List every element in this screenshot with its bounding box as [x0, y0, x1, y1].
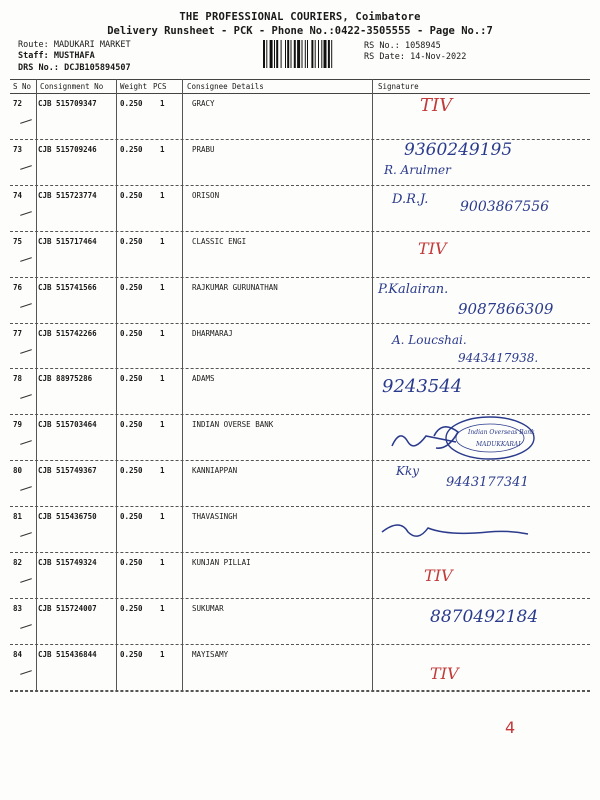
row-consignment-no: CJB 515749324	[38, 558, 97, 567]
row-separator	[10, 644, 590, 645]
pen-tick-mark	[20, 486, 32, 491]
row-separator	[10, 368, 590, 369]
col-divider	[372, 79, 373, 691]
col-header-sno: S No	[13, 82, 32, 91]
barcode-bar	[281, 40, 282, 68]
row-consignment-no: CJB 88975286	[38, 374, 93, 384]
drs-line	[18, 63, 131, 73]
row-sno: 81	[13, 512, 23, 522]
rs-date-line	[364, 52, 466, 62]
signature-text: TIV	[418, 238, 447, 258]
barcode-bar	[276, 40, 278, 68]
col-header-pcs: PCS	[153, 82, 167, 91]
row-pcs: 1	[160, 144, 165, 154]
row-sno: 72	[13, 99, 23, 108]
pen-tick-mark	[20, 119, 32, 124]
table-header-rule	[10, 93, 590, 94]
col-header-consignee: Consignee Details	[187, 82, 264, 91]
route-value: MADUKARI MARKET	[53, 40, 131, 50]
signature-text-secondary: 9443417938.	[458, 350, 539, 365]
staff-value: MUSTHAFA	[53, 51, 95, 61]
page-footer-mark: 4	[505, 718, 516, 737]
bank-stamp	[430, 414, 540, 468]
row-consignment-no: CJB 515436844	[38, 649, 97, 659]
row-consignee: DHARMARAJ	[192, 328, 233, 338]
row-sno: 80	[13, 466, 23, 476]
barcode-bar	[302, 40, 303, 68]
pen-tick-mark	[20, 395, 32, 400]
row-weight: 0.250	[120, 558, 143, 567]
route-label: Route:	[18, 40, 49, 50]
route-line	[18, 40, 131, 50]
row-separator	[10, 323, 590, 324]
row-sno: 78	[13, 374, 23, 384]
row-consignment-no: CJB 515709347	[38, 99, 97, 108]
signature-text: P.Kalairan.	[378, 281, 449, 297]
rs-date-value: 14-Nov-2022	[410, 52, 467, 62]
signature-text-secondary: 9087866309	[458, 299, 554, 318]
row-pcs: 1	[160, 420, 165, 430]
row-pcs: 1	[160, 282, 165, 292]
row-sno: 76	[13, 282, 23, 292]
col-header-weight: Weight	[120, 82, 148, 91]
row-consignment-no: CJB 515742266	[38, 328, 97, 338]
col-header-signature: Signature	[378, 82, 419, 91]
barcode-bar	[297, 40, 300, 68]
row-sno: 82	[13, 558, 23, 567]
row-sno: 74	[13, 190, 23, 200]
row-pcs: 1	[160, 328, 165, 338]
barcode-bar	[294, 40, 296, 68]
pen-tick-mark	[20, 349, 32, 354]
signature-text: 9243544	[382, 376, 463, 398]
row-sno: 75	[13, 236, 23, 246]
row-separator	[10, 277, 590, 278]
barcode-bar	[291, 40, 292, 68]
row-consignment-no: CJB 515724007	[38, 603, 97, 613]
barcode-image	[263, 40, 357, 68]
row-pcs: 1	[160, 466, 165, 476]
row-weight: 0.250	[120, 512, 143, 522]
row-weight: 0.250	[120, 99, 143, 108]
table-top-rule	[10, 79, 590, 80]
barcode-bar	[263, 40, 265, 68]
row-consignee: ADAMS	[192, 374, 215, 384]
row-consignee: PRABU	[192, 144, 215, 154]
pen-tick-mark	[20, 211, 32, 216]
row-sno: 73	[13, 144, 23, 154]
drs-label: DRS No.:	[18, 63, 59, 73]
row-consignee: ORISON	[192, 190, 220, 200]
barcode-bar	[285, 40, 286, 68]
barcode-bar	[274, 40, 275, 68]
row-separator	[10, 598, 590, 599]
row-sno: 84	[13, 649, 23, 659]
staff-line	[18, 51, 95, 61]
barcode-bar	[270, 40, 273, 68]
signature-text-secondary: 9003867556	[460, 198, 550, 215]
drs-value: DCJB105894507	[64, 63, 131, 73]
signature-text: Kky	[396, 464, 420, 479]
pen-tick-mark	[20, 165, 32, 170]
barcode-bar	[307, 40, 308, 68]
signature-text: 9360249195	[404, 139, 513, 160]
rs-no-line	[364, 41, 441, 51]
row-consignee: CLASSIC ENGI	[192, 236, 247, 246]
row-weight: 0.250	[120, 374, 143, 384]
pen-tick-mark	[20, 624, 32, 629]
row-pcs: 1	[160, 374, 165, 384]
col-header-consignment: Consignment No	[40, 82, 104, 91]
stamp-line2: MADUKKARAI	[476, 441, 521, 448]
row-weight: 0.250	[120, 190, 143, 200]
signature-text: 8870492184	[430, 606, 539, 627]
row-consignment-no: CJB 515749367	[38, 466, 97, 476]
company-title: THE PROFESSIONAL COURIERS, Coimbatore	[179, 11, 421, 23]
row-sno: 79	[13, 420, 23, 430]
rs-no-value: 1058945	[404, 41, 441, 51]
row-weight: 0.250	[120, 420, 143, 430]
table-bottom-rule	[10, 691, 590, 692]
row-consignment-no: CJB 515717464	[38, 236, 97, 246]
col-divider	[36, 79, 37, 691]
signature-text: D.R.J.	[392, 191, 429, 207]
rs-date-label: RS Date:	[364, 52, 405, 62]
row-consignee: THAVASINGH	[192, 512, 238, 522]
row-pcs: 1	[160, 190, 165, 200]
barcode-bar	[324, 40, 327, 68]
barcode-bar	[315, 40, 316, 68]
row-pcs: 1	[160, 512, 165, 522]
staff-label: Staff:	[18, 51, 49, 61]
runsheet-subtitle: Delivery Runsheet - PCK - Phone No.:0422-3505555 - Page No.:7	[107, 25, 493, 37]
col-divider	[182, 79, 183, 691]
pen-tick-mark	[20, 257, 32, 262]
barcode-bar	[321, 40, 322, 68]
pen-tick-mark	[20, 670, 32, 675]
row-weight: 0.250	[120, 236, 143, 246]
barcode-bar	[331, 40, 332, 68]
row-consignee: KUNJAN PILLAI	[192, 558, 251, 567]
row-weight: 0.250	[120, 466, 143, 476]
barcode-bar	[305, 40, 306, 68]
barcode-bar	[328, 40, 330, 68]
row-consignee: GRACY	[192, 99, 215, 108]
signature-text-secondary: R. Arulmer	[384, 162, 451, 177]
row-pcs: 1	[160, 558, 165, 567]
row-weight: 0.250	[120, 328, 143, 338]
row-consignee: KANNIAPPAN	[192, 466, 238, 476]
signature-scribble	[0, 508, 590, 556]
signature-text: A. Loucshai.	[392, 332, 467, 347]
pen-tick-mark	[20, 303, 32, 308]
signature-text: TIV	[420, 95, 453, 116]
signature-text: TIV	[430, 663, 459, 683]
row-weight: 0.250	[120, 603, 143, 613]
row-separator	[10, 506, 590, 507]
row-sno: 77	[13, 328, 23, 338]
row-pcs: 1	[160, 603, 165, 613]
row-consignment-no: CJB 515436750	[38, 512, 97, 522]
row-separator	[10, 231, 590, 232]
barcode-bar	[318, 40, 319, 68]
row-consignee: MAYISAMY	[192, 649, 229, 659]
barcode-bar	[266, 40, 267, 68]
row-weight: 0.250	[120, 144, 143, 154]
row-consignee: SUKUMAR	[192, 603, 224, 613]
row-consignment-no: CJB 515741566	[38, 282, 97, 292]
row-separator	[10, 185, 590, 186]
row-weight: 0.250	[120, 282, 143, 292]
row-pcs: 1	[160, 99, 165, 108]
row-consignment-no: CJB 515723774	[38, 190, 97, 200]
row-consignment-no: CJB 515703464	[38, 420, 97, 430]
row-consignee: INDIAN OVERSE BANK	[192, 420, 274, 430]
barcode-bar	[311, 40, 313, 68]
row-sno: 83	[13, 603, 23, 613]
signature-text: TIV	[424, 566, 453, 585]
rs-no-label: RS No.:	[364, 41, 400, 51]
signature-text-secondary: 9443177341	[446, 475, 529, 491]
row-consignment-no: CJB 515709246	[38, 144, 97, 154]
row-weight: 0.250	[120, 649, 143, 659]
pen-tick-mark	[20, 578, 32, 583]
stamp-line1: Indian Overseas Bank	[468, 429, 535, 436]
row-consignee: RAJKUMAR GURUNATHAN	[192, 282, 278, 292]
barcode-bar	[287, 40, 289, 68]
row-pcs: 1	[160, 649, 165, 659]
row-pcs: 1	[160, 236, 165, 246]
col-divider	[116, 79, 117, 691]
